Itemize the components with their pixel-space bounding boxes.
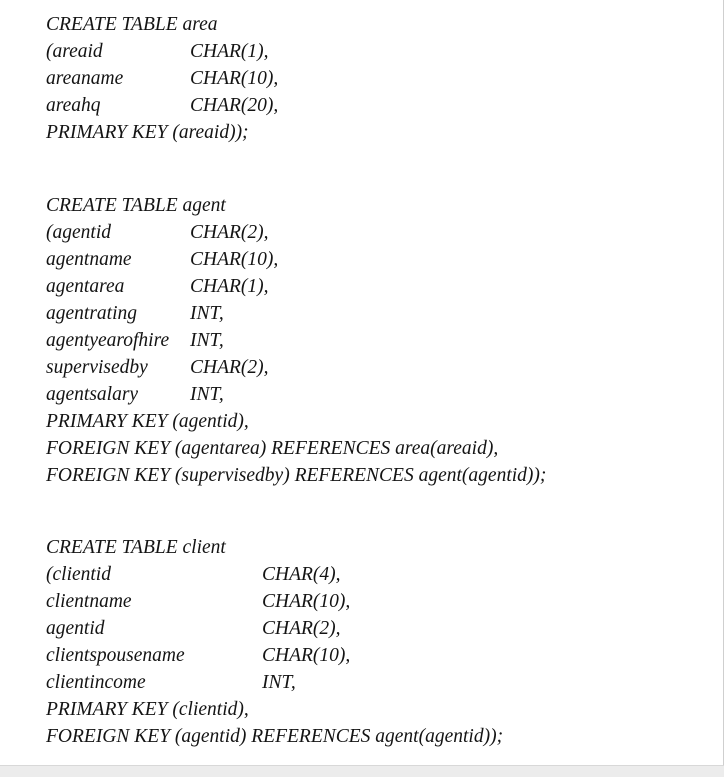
column-definition: [46, 300, 546, 327]
column-type: CHAR(10),: [190, 249, 279, 270]
column-definition: [46, 354, 546, 381]
column-definition: [46, 65, 278, 92]
column-definition: [46, 327, 546, 354]
create-table-agent-block: [46, 192, 546, 489]
constraint-line: PRIMARY KEY (agentid),: [46, 411, 249, 432]
column-definition: [46, 588, 503, 615]
column-definition: [46, 219, 546, 246]
column-type: INT,: [262, 672, 296, 693]
column-definition: [46, 273, 546, 300]
constraint-line: FOREIGN KEY (agentarea) REFERENCES area(areaid),: [46, 438, 499, 459]
column-name: (agentid: [46, 222, 111, 243]
column-name: clientname: [46, 591, 132, 612]
constraint-line: FOREIGN KEY (supervisedby) REFERENCES agent(agentid));: [46, 465, 547, 486]
column-type: CHAR(10),: [190, 68, 279, 89]
column-definition: [46, 38, 278, 65]
column-definition: [46, 669, 503, 696]
column-name: areahq: [46, 95, 101, 116]
column-name: agentarea: [46, 276, 125, 297]
column-name: agentrating: [46, 303, 137, 324]
constraint-line: FOREIGN KEY (agentid) REFERENCES agent(agentid));: [46, 726, 504, 747]
column-name: agentid: [46, 618, 105, 639]
table-header-text: CREATE TABLE agent: [46, 195, 226, 216]
column-type: CHAR(1),: [190, 41, 269, 62]
column-name: (clientid: [46, 564, 111, 585]
constraint-line: PRIMARY KEY (clientid),: [46, 699, 249, 720]
create-table-area-block: [46, 11, 278, 146]
column-name: clientspousename: [46, 645, 185, 666]
column-name: areaname: [46, 68, 124, 89]
column-name: supervisedby: [46, 357, 148, 378]
column-type: CHAR(2),: [190, 222, 269, 243]
column-name: agentsalary: [46, 384, 139, 405]
column-type: CHAR(10),: [262, 591, 351, 612]
column-definition: [46, 561, 503, 588]
column-type: CHAR(10),: [262, 645, 351, 666]
column-name: agentyearofhire: [46, 330, 170, 351]
create-table-client-block: [46, 534, 503, 750]
column-type: CHAR(2),: [190, 357, 269, 378]
column-type: CHAR(1),: [190, 276, 269, 297]
column-type: CHAR(2),: [262, 618, 341, 639]
table-header: [46, 534, 503, 561]
constraint-line: PRIMARY KEY (areaid));: [46, 122, 249, 143]
column-name: agentname: [46, 249, 132, 270]
column-definition: [46, 92, 278, 119]
column-definition: [46, 246, 546, 273]
column-name: (areaid: [46, 41, 103, 62]
table-header-text: CREATE TABLE client: [46, 537, 226, 558]
column-type: INT,: [190, 330, 224, 351]
column-type: CHAR(20),: [190, 95, 279, 116]
column-definition: [46, 381, 546, 408]
table-header: [46, 11, 278, 38]
table-header: [46, 192, 546, 219]
column-definition: [46, 615, 503, 642]
column-name: clientincome: [46, 672, 146, 693]
table-header-text: CREATE TABLE area: [46, 14, 218, 35]
column-type: CHAR(4),: [262, 564, 341, 585]
page-bottom-divider: [0, 765, 724, 777]
column-definition: [46, 642, 503, 669]
column-type: INT,: [190, 303, 224, 324]
column-type: INT,: [190, 384, 224, 405]
